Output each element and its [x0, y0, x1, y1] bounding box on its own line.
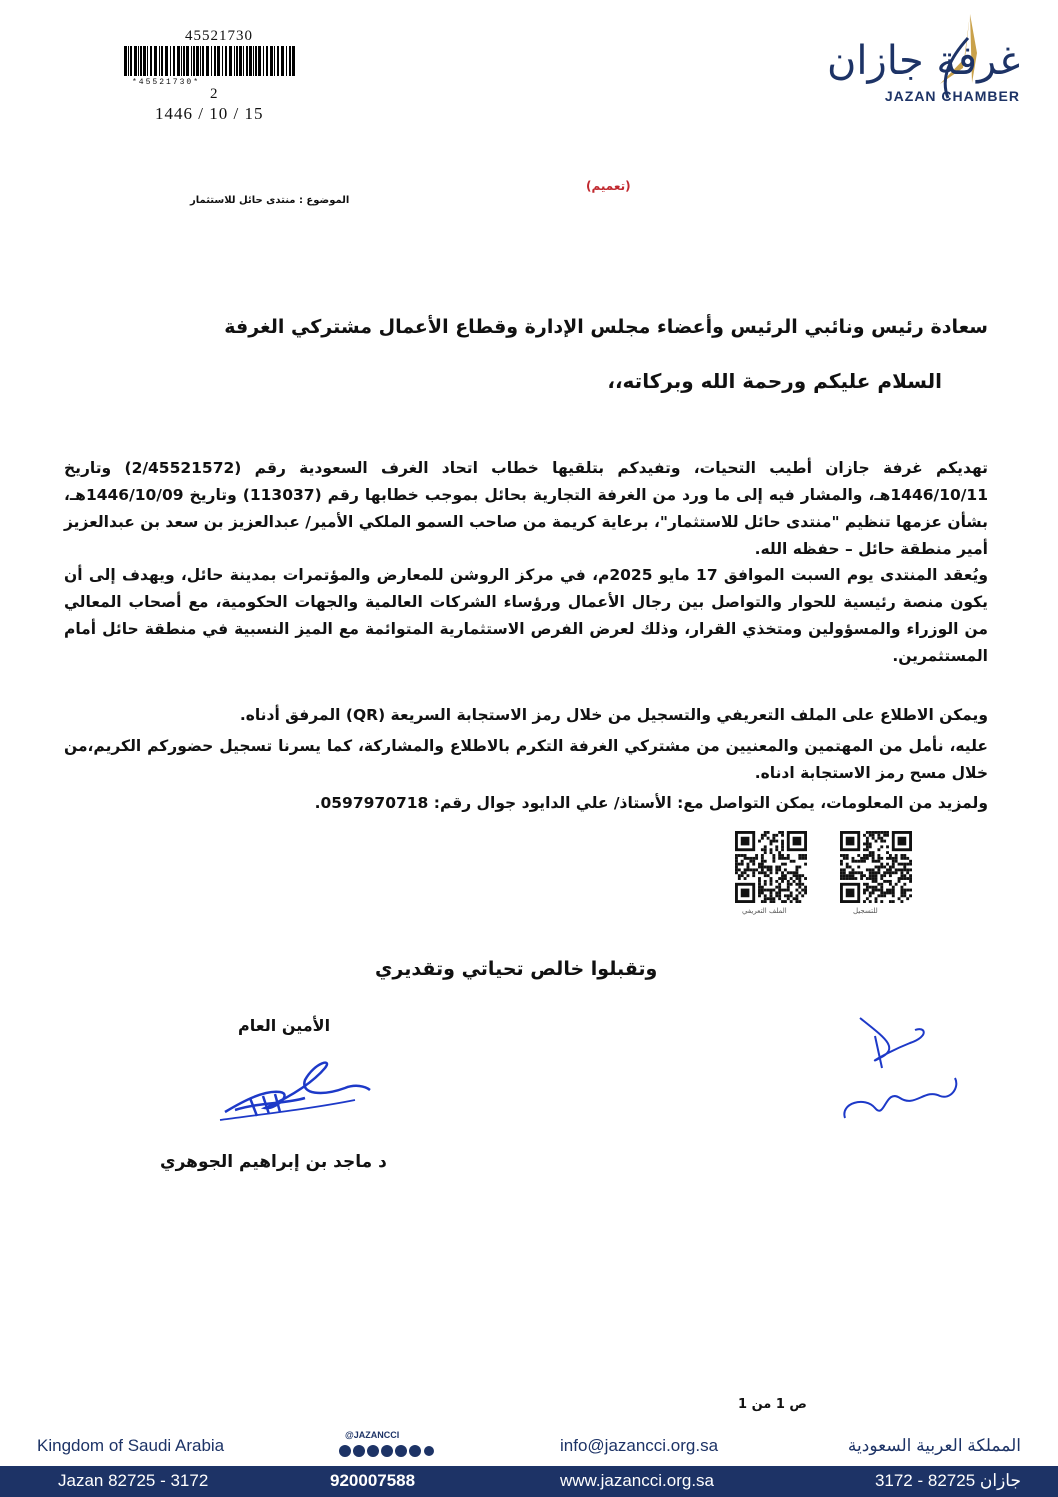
signature-icon	[205, 1050, 390, 1130]
qr-code-register-icon[interactable]	[840, 831, 912, 903]
paraph-initials-icon	[830, 1008, 965, 1128]
qr-profile-label: الملف التعريفي	[742, 907, 787, 915]
greeting: السلام عليكم ورحمة الله وبركاته،،	[607, 369, 942, 393]
body-paragraph: ويمكن الاطلاع على الملف التعريفي والتسجيل من خلال رمز الاستجابة السريعة (QR) المرفق أدناه.	[239, 706, 988, 724]
barcode	[122, 46, 297, 76]
body-paragraph: عليه، نأمل من المهتمين والمعنيين من مشتركي الغرفة التكرم بالاطلاع والمشاركة، كما يسرنا تسجيل حضوركم الكريم،من خلال مسح رمز الاستجابة ادناه.	[64, 737, 988, 782]
qr-code-profile-icon[interactable]	[735, 831, 807, 903]
recipient-line: سعادة رئيس ونائبي الرئيس وأعضاء مجلس الإدارة وقطاع الأعمال مشتركي الغرفة	[224, 316, 988, 338]
footer-phone[interactable]: 920007588	[330, 1471, 416, 1490]
qr-register-label: للتسجيل	[853, 907, 878, 915]
barcode-text: *45521730*	[132, 78, 201, 87]
social-media-icons[interactable]	[338, 1444, 434, 1458]
closing-line: وتقبلوا خالص تحياتي وتقديري	[375, 958, 658, 980]
body-paragraph: تهديكم غرفة جازان أطيب التحيات، وتفيدكم بتلقيها خطاب اتحاد الغرف السعودية رقم (2/45521572) وتاريخ 1446/10/11هـ، والمشار فيه إلى ما ورد من الغرفة التجارية بحائل بموجب خطابها رقم (113037) وتاريخ 1446/10/09هـ، بشأن عزمها تنظيم "منتدى حائل للاستثمار"، برعاية كريمة من صاحب السمو الملكي الأمير/ عبدالعزيز بن سعد بن عبدالعزيز أمير منطقة حائل – حفظه الله.	[64, 459, 989, 558]
footer-social-handle[interactable]: @JAZANCCI	[345, 1430, 400, 1440]
logo-arabic-text: غرفة جازان	[827, 38, 1020, 84]
footer-address-arabic: جازان 82725 - 3172	[874, 1471, 1021, 1490]
contact-paragraph: ولمزيد من المعلومات، يمكن التواصل مع: الأستاذ/ علي الدايود جوال رقم: 0597970718.	[314, 794, 988, 812]
logo-english-text: JAZAN CHAMBER	[884, 88, 1020, 104]
hijri-date: 1446 / 10 / 15	[155, 104, 264, 123]
body-paragraph: ويُعقد المنتدى يوم السبت الموافق 17 مايو 2025م، في مركز الروشن للمعارض والمؤتمرات بمدينة حائل، ويهدف إلى أن يكون منصة رئيسية للحوار والتواصل بين رجال الأعمال ورؤساء الشركات العالمية والجهات الحكومية، مع أصحاب المعالي من الوزراء والمسؤولين ومتخذي القرار، وذلك لعرض الفرص الاستثمارية المتوائمة مع الميز النسبية في منطقة حائل أمام المستثمرين.	[64, 566, 988, 665]
footer-email-link[interactable]: info@jazancci.org.sa	[560, 1436, 719, 1455]
subject-line: الموضوع : منتدى حائل للاستثمار	[190, 195, 350, 206]
footer-contact-row	[0, 1428, 1058, 1466]
circular-label: (تعميم)	[586, 179, 631, 193]
footer-bar	[0, 1466, 1058, 1497]
page-mark: 2	[210, 86, 218, 102]
signatory-name: د ماجد بن إبراهيم الجوهري	[160, 1152, 387, 1172]
footer-country-english: Kingdom of Saudi Arabia	[37, 1436, 225, 1455]
reference-number: 45521730	[185, 28, 253, 44]
footer-country-arabic: المملكة العربية السعودية	[847, 1436, 1021, 1455]
footer-address-english: Jazan 82725 - 3172	[58, 1471, 209, 1490]
page-number: ص 1 من 1	[738, 1397, 807, 1412]
footer-website-link[interactable]: www.jazancci.org.sa	[560, 1471, 715, 1490]
signatory-title: الأمين العام	[238, 1016, 331, 1035]
